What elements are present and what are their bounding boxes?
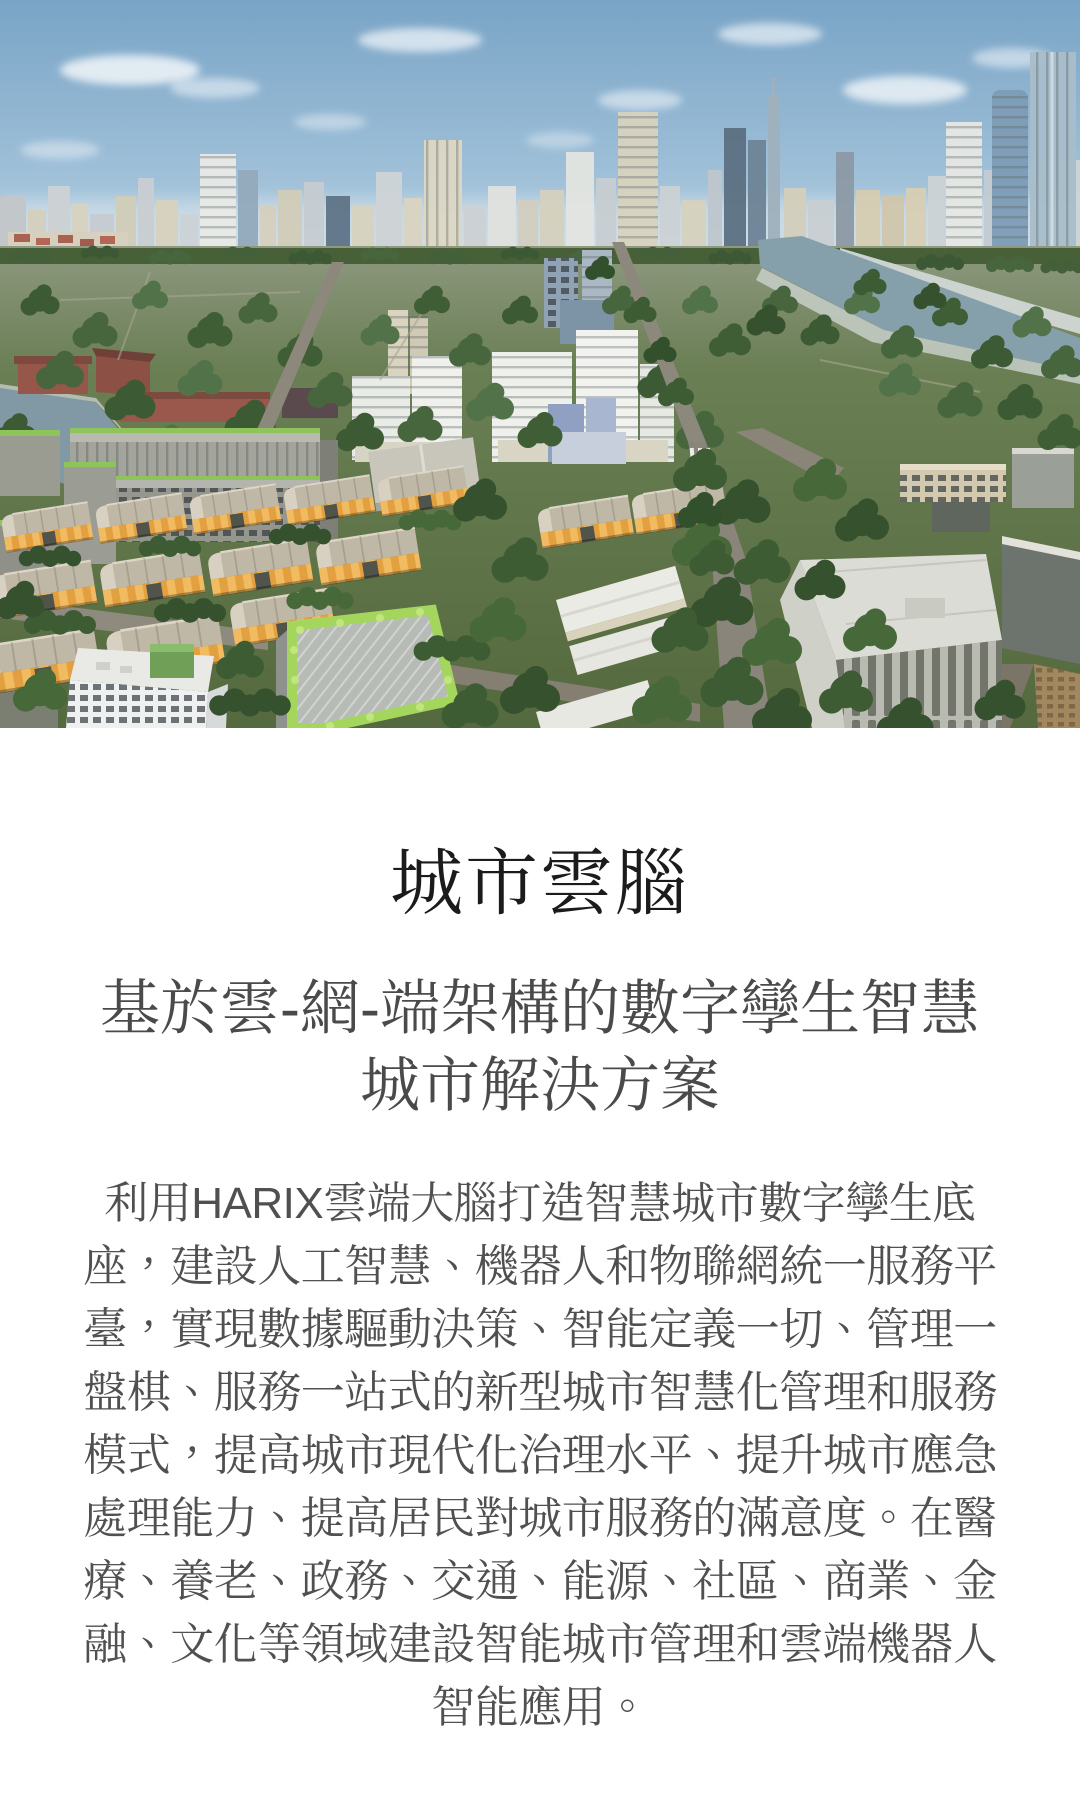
green-roof-building <box>276 608 454 728</box>
subtitle-line-2: 城市解決方案 <box>360 1051 720 1119</box>
page-subtitle <box>40 970 1040 1124</box>
body-paragraph: 利用HARIX雲端大腦打造智慧城市數字孿生底座，建設人工智慧、機器人和物聯網統一服務平臺，實現數據驅動決策、智能定義一切、管理一盤棋、服務一站式的新型城市智慧化管理和服務模式，提高城市現代化治理水平、提升城市應急處理能力、提高居民對城市服務的滿意度。在醫療、養老、政務、交通、能源、社區、商業、金融、文化等領域建設智能城市管理和雲端機器人智能應用。 <box>83 1178 997 1732</box>
residential-building <box>66 644 228 728</box>
page-title: 城市雲腦 <box>390 843 690 924</box>
subtitle-line-1: 基於雲-網-端架構的數字孿生智慧 <box>100 974 980 1042</box>
hero-city-image <box>0 0 1080 728</box>
hero-city-illustration <box>0 0 1080 728</box>
